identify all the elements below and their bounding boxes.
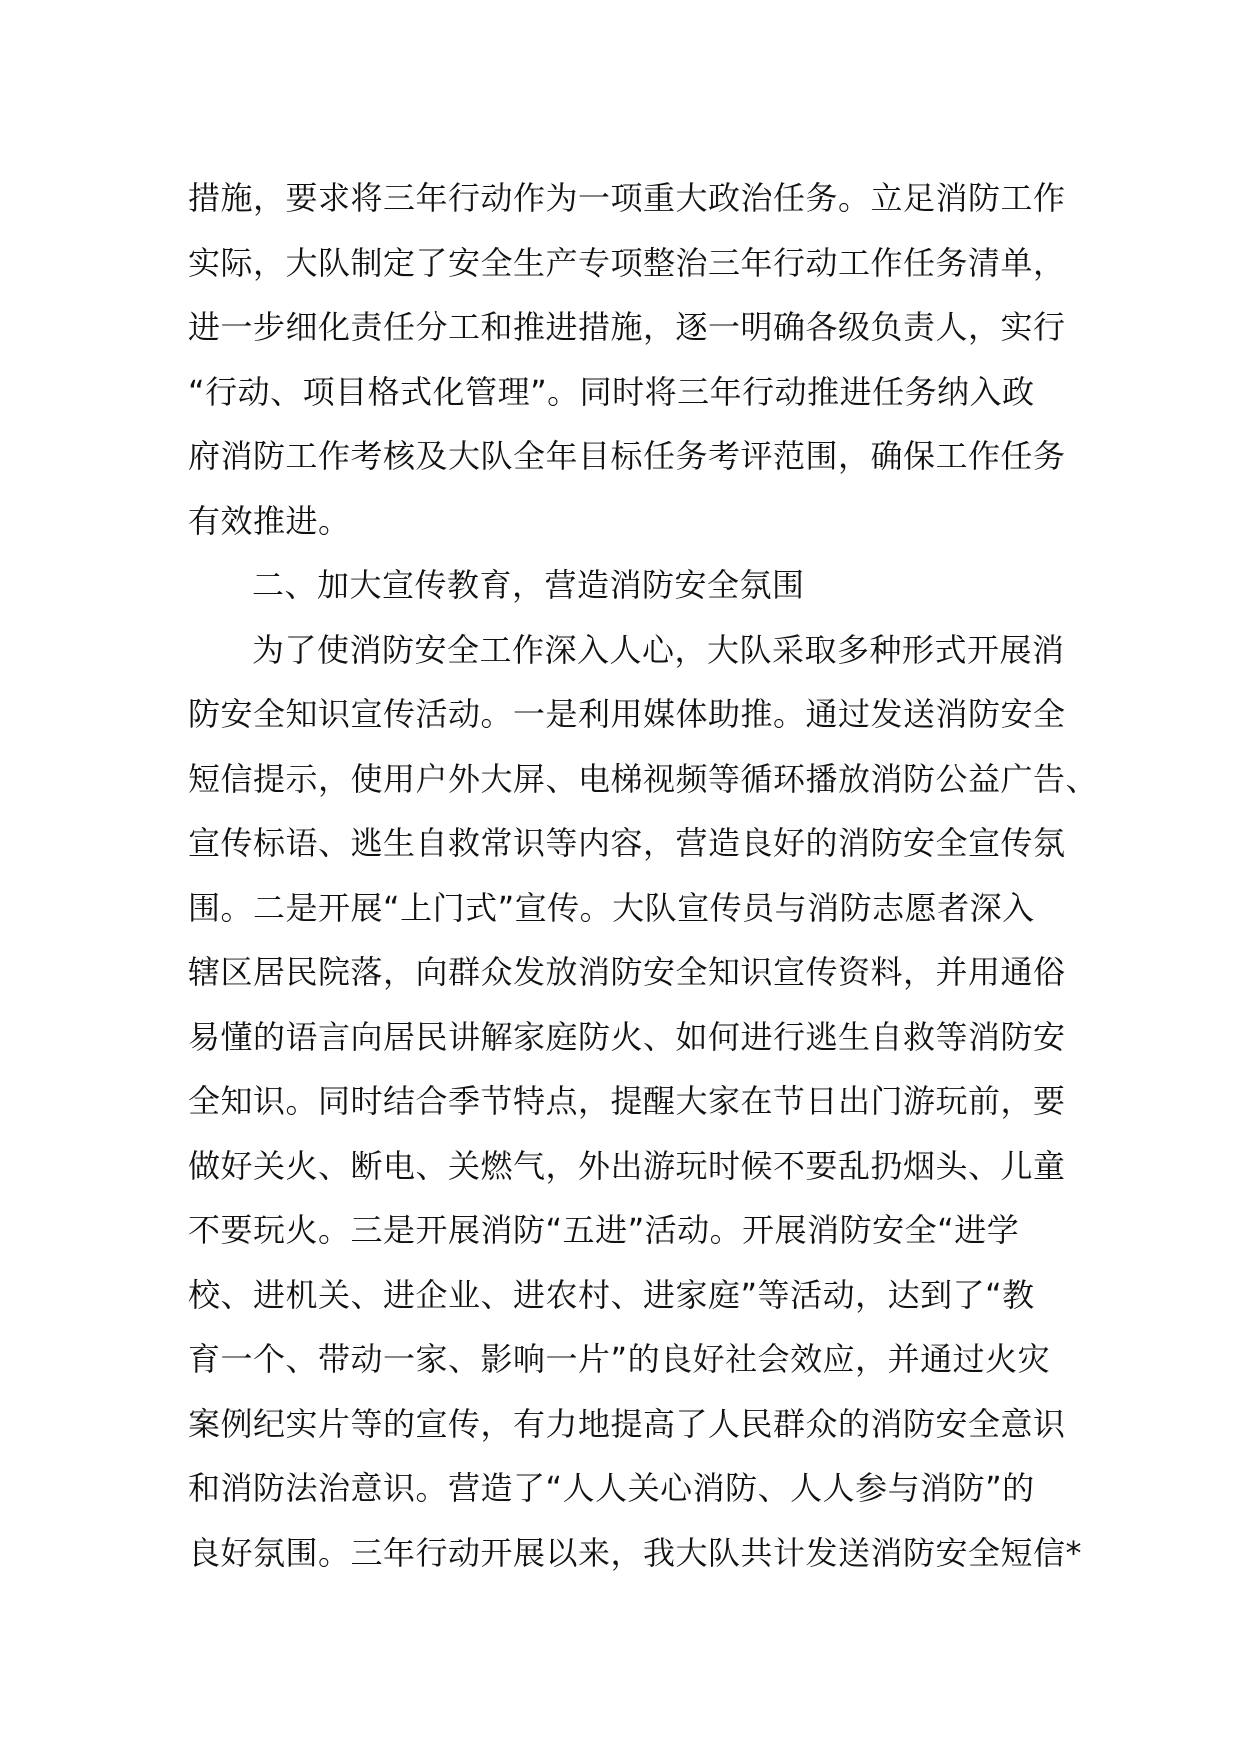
text-line: 全知识。同时结合季节特点，提醒大家在节日出门游玩前，要: [188, 1082, 1066, 1120]
text-line: “行动、项目格式化管理”。同时将三年行动推进任务纳入政: [188, 372, 1035, 411]
text-line: 府消防工作考核及大队全年目标任务考评范围，确保工作任务: [188, 437, 1066, 475]
text-line: 不要玩火。三是开展消防“五进”活动。开展消防安全“进学: [188, 1211, 1020, 1249]
text-line: 良好氛围。三年行动开展以来，我大队共计发送消防安全短信*: [188, 1533, 1083, 1572]
text-line: 校、进机关、进企业、进农村、进家庭”等活动，达到了“教: [188, 1275, 1035, 1314]
text-line: 进一步细化责任分工和推进措施，逐一明确各级负责人，实行: [188, 308, 1066, 346]
text-line: 育一个、带动一家、影响一片”的良好社会效应，并通过火灾: [188, 1340, 1051, 1378]
text-line: 防安全知识宣传活动。一是利用媒体助推。通过发送消防安全: [188, 695, 1066, 733]
paragraph-first-line: 二、加大宣传教育，营造消防安全氛围: [252, 566, 805, 604]
text-line: 易懂的语言向居民讲解家庭防火、如何进行逃生自救等消防安: [188, 1017, 1066, 1056]
text-line: 宣传标语、逃生自救常识等内容，营造良好的消防安全宣传氛: [188, 824, 1066, 862]
text-line: 和消防法治意识。营造了“人人关心消防、人人参与消防”的: [188, 1469, 1035, 1507]
text-line: 措施，要求将三年行动作为一项重大政治任务。立足消防工作: [188, 179, 1066, 217]
body-text: [188, 166, 1099, 1585]
paragraph-first-line: 为了使消防安全工作深入人心，大队采取多种形式开展消: [252, 630, 1065, 669]
text-line: 短信提示，使用户外大屏、电梯视频等循环播放消防公益广告、: [188, 759, 1099, 798]
text-line: 有效推进。: [188, 501, 351, 540]
text-line: 案例纪实片等的宣传，有力地提高了人民群众的消防安全意识: [188, 1404, 1066, 1443]
text-line: 实际，大队制定了安全生产专项整治三年行动工作任务清单，: [188, 243, 1066, 282]
text-line: 辖区居民院落，向群众发放消防安全知识宣传资料，并用通俗: [188, 953, 1066, 991]
text-line: 围。二是开展“上门式”宣传。大队宣传员与消防志愿者深入: [188, 888, 1035, 927]
text-line: 做好关火、断电、关燃气，外出游玩时候不要乱扔烟头、儿童: [188, 1146, 1066, 1185]
